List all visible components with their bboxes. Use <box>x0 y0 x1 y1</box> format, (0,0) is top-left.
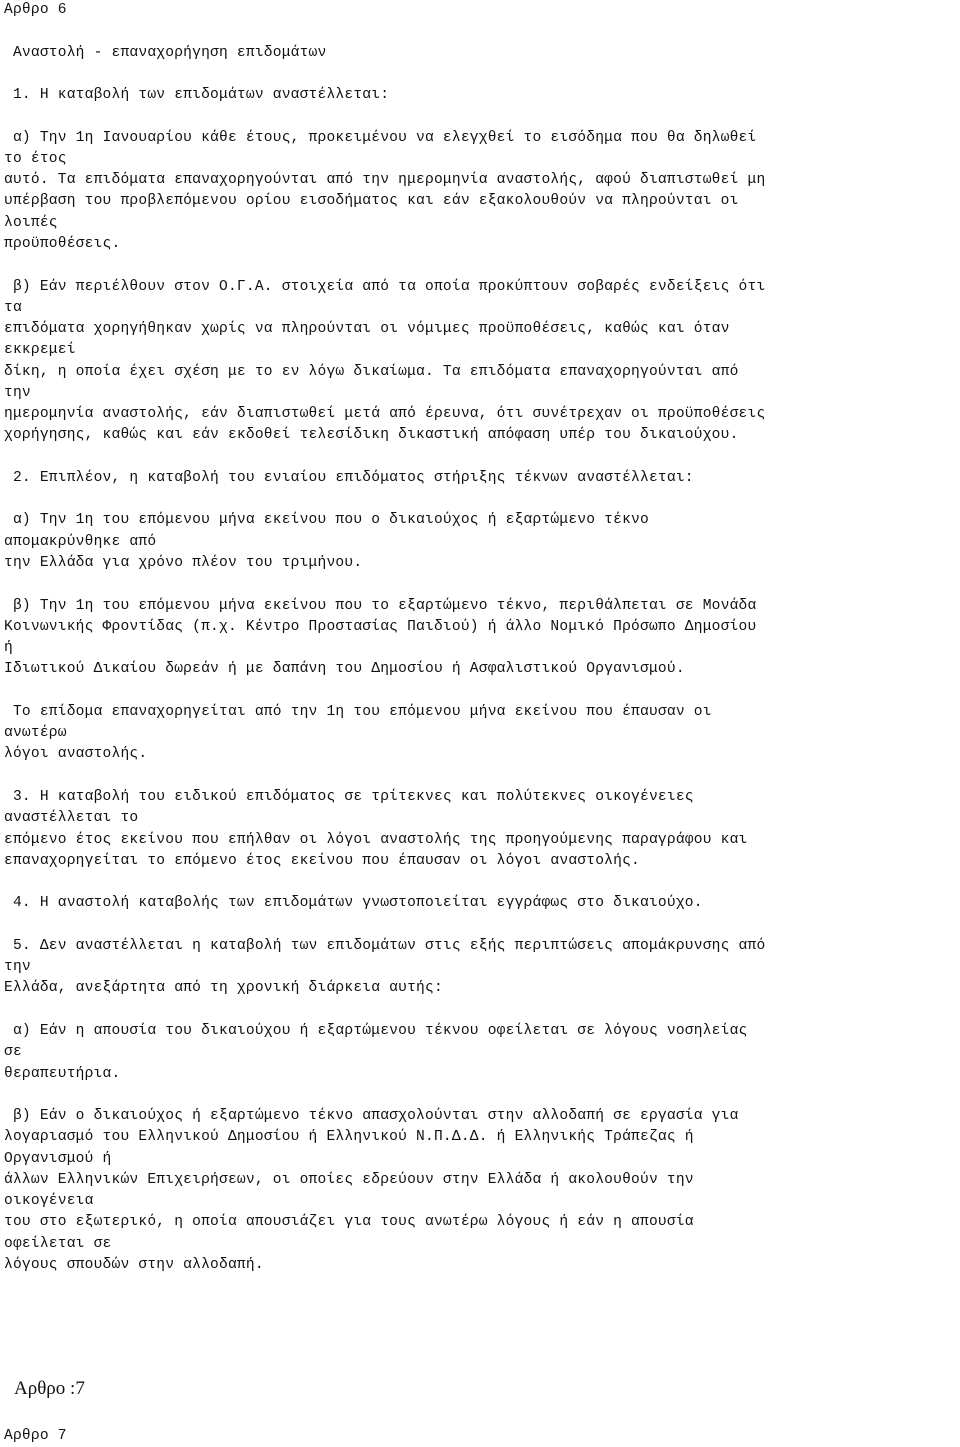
text-line: α) Εάν η απουσία του δικαιούχου ή εξαρτώμενου τέκνου οφείλεται σε λόγους νοσηλείας <box>4 1022 748 1039</box>
text-line: Αρθρο 6 <box>4 2 67 18</box>
text-line: Το επίδομα επαναχορηγείται από την 1η του επόμενου μήνα εκείνου που έπαυσαν οι <box>4 703 712 720</box>
text-line: αναστέλλεται το <box>4 810 139 827</box>
text-line: Ελλάδα, ανεξάρτητα από τη χρονική διάρκεια αυτής: <box>4 980 443 997</box>
text-line: σε <box>4 1044 22 1061</box>
text-line: 4. Η αναστολή καταβολής των επιδομάτων γνωστοποιείται εγγράφως στο δικαιούχο. <box>4 895 703 912</box>
text-line: Κοινωνικής Φροντίδας (π.χ. Κέντρο Προστασίας Παιδιού) ή άλλο Νομικό Πρόσωπο Δημοσίου <box>4 618 757 635</box>
text-line: λόγους σπουδών στην αλλοδαπή. <box>4 1256 264 1273</box>
text-line: δίκη, η οποία έχει σχέση με το εν λόγω δικαίωμα. Τα επιδόματα επαναχορηγούνται από <box>4 363 739 380</box>
text-line: 2. Επιπλέον, η καταβολή του ενιαίου επιδόματος στήριξης τέκνων αναστέλλεται: <box>4 469 694 486</box>
text-line: β) Την 1η του επόμενου μήνα εκείνου που το εξαρτώμενο τέκνο, περιθάλπεται σε Μονάδα <box>4 597 757 614</box>
text-line: την <box>4 959 31 976</box>
text-line: επόμενο έτος εκείνου που επήλθαν οι λόγοι αναστολής της προηγούμενης παραγράφου και <box>4 831 748 848</box>
text-line: β) Εάν περιέλθουν στον Ο.Γ.Α. στοιχεία από τα οποία προκύπτουν σοβαρές ενδείξεις ότι <box>4 278 766 295</box>
text-line: α) Την 1η του επόμενου μήνα εκείνου που ο δικαιούχος ή εξαρτώμενο τέκνο <box>4 512 649 529</box>
article-7-label: Αρθρο 7 <box>4 1428 67 1444</box>
text-line: λοιπές <box>4 214 58 231</box>
text-line: α) Την 1η Ιανουαρίου κάθε έτους, προκειμένου να ελεγχθεί το εισόδημα που θα δηλωθεί <box>4 129 757 146</box>
text-line: ημερομηνία αναστολής, εάν διαπιστωθεί μετά από έρευνα, ότι συνέτρεχαν οι προϋποθέσεις <box>4 406 766 423</box>
text-line: 5. Δεν αναστέλλεται η καταβολή των επιδομάτων στις εξής περιπτώσεις απομάκρυνσης από <box>4 937 766 954</box>
text-line: άλλων Ελληνικών Επιχειρήσεων, οι οποίες εδρεύουν στην Ελλάδα ή ακολουθούν την <box>4 1171 694 1188</box>
article-7-heading: Αρθρο :7 <box>14 1378 85 1399</box>
text-line: χορήγησης, καθώς και εάν εκδοθεί τελεσίδικη δικαστική απόφαση υπέρ του δικαιούχου. <box>4 427 739 444</box>
text-line: 3. Η καταβολή του ειδικού επιδόματος σε τρίτεκνες και πολύτεκνες οικογένειες <box>4 788 694 805</box>
text-line: επιδόματα χορηγήθηκαν χωρίς να πληρούνται οι νόμιμες προϋποθέσεις, καθώς και όταν <box>4 321 730 338</box>
text-line: αυτό. Τα επιδόματα επαναχορηγούνται από την ημερομηνία αναστολής, αφού διαπιστωθεί μη <box>4 172 766 189</box>
text-line: ή <box>4 640 13 657</box>
text-line: το έτος <box>4 150 67 167</box>
text-line: απομακρύνθηκε από <box>4 533 157 550</box>
text-line: λόγοι αναστολής. <box>4 746 148 763</box>
text-line: επαναχορηγείται το επόμενο έτος εκείνου που έπαυσαν οι λόγοι αναστολής. <box>4 852 640 869</box>
text-line: προϋποθέσεις. <box>4 235 121 252</box>
text-line: υπέρβαση του προβλεπόμενου ορίου εισοδήματος και εάν εξακολουθούν να πληρούνται οι <box>4 193 739 210</box>
text-line: Αναστολή - επαναχορήγηση επιδομάτων <box>4 44 327 61</box>
text-line: 1. Η καταβολή των επιδομάτων αναστέλλεται: <box>4 87 390 104</box>
text-line: τα <box>4 299 22 316</box>
text-line: την <box>4 384 31 401</box>
text-line: λογαριασμό του Ελληνικού Δημοσίου ή Ελληνικού Ν.Π.Δ.Δ. ή Ελληνικής Τράπεζας ή <box>4 1129 694 1146</box>
text-line: εκκρεμεί <box>4 342 76 359</box>
text-line: Οργανισμού ή <box>4 1150 112 1167</box>
text-line: Ιδιωτικού Δικαίου δωρεάν ή με δαπάνη του Δημοσίου ή Ασφαλιστικού Οργανισμού. <box>4 661 685 678</box>
text-line: ανωτέρω <box>4 725 67 742</box>
text-line: οφείλεται σε <box>4 1235 112 1252</box>
text-line: οικογένεια <box>4 1193 94 1210</box>
text-line: του στο εξωτερικό, η οποία απουσιάζει για τους ανωτέρω λόγους ή εάν η απουσία <box>4 1214 694 1231</box>
text-line: θεραπευτήρια. <box>4 1065 121 1082</box>
text-line: την Ελλάδα για χρόνο πλέον του τριμήνου. <box>4 555 363 572</box>
text-line: β) Εάν ο δικαιούχος ή εξαρτώμενο τέκνο απασχολούνται στην αλλοδαπή σε εργασία για <box>4 1108 739 1125</box>
